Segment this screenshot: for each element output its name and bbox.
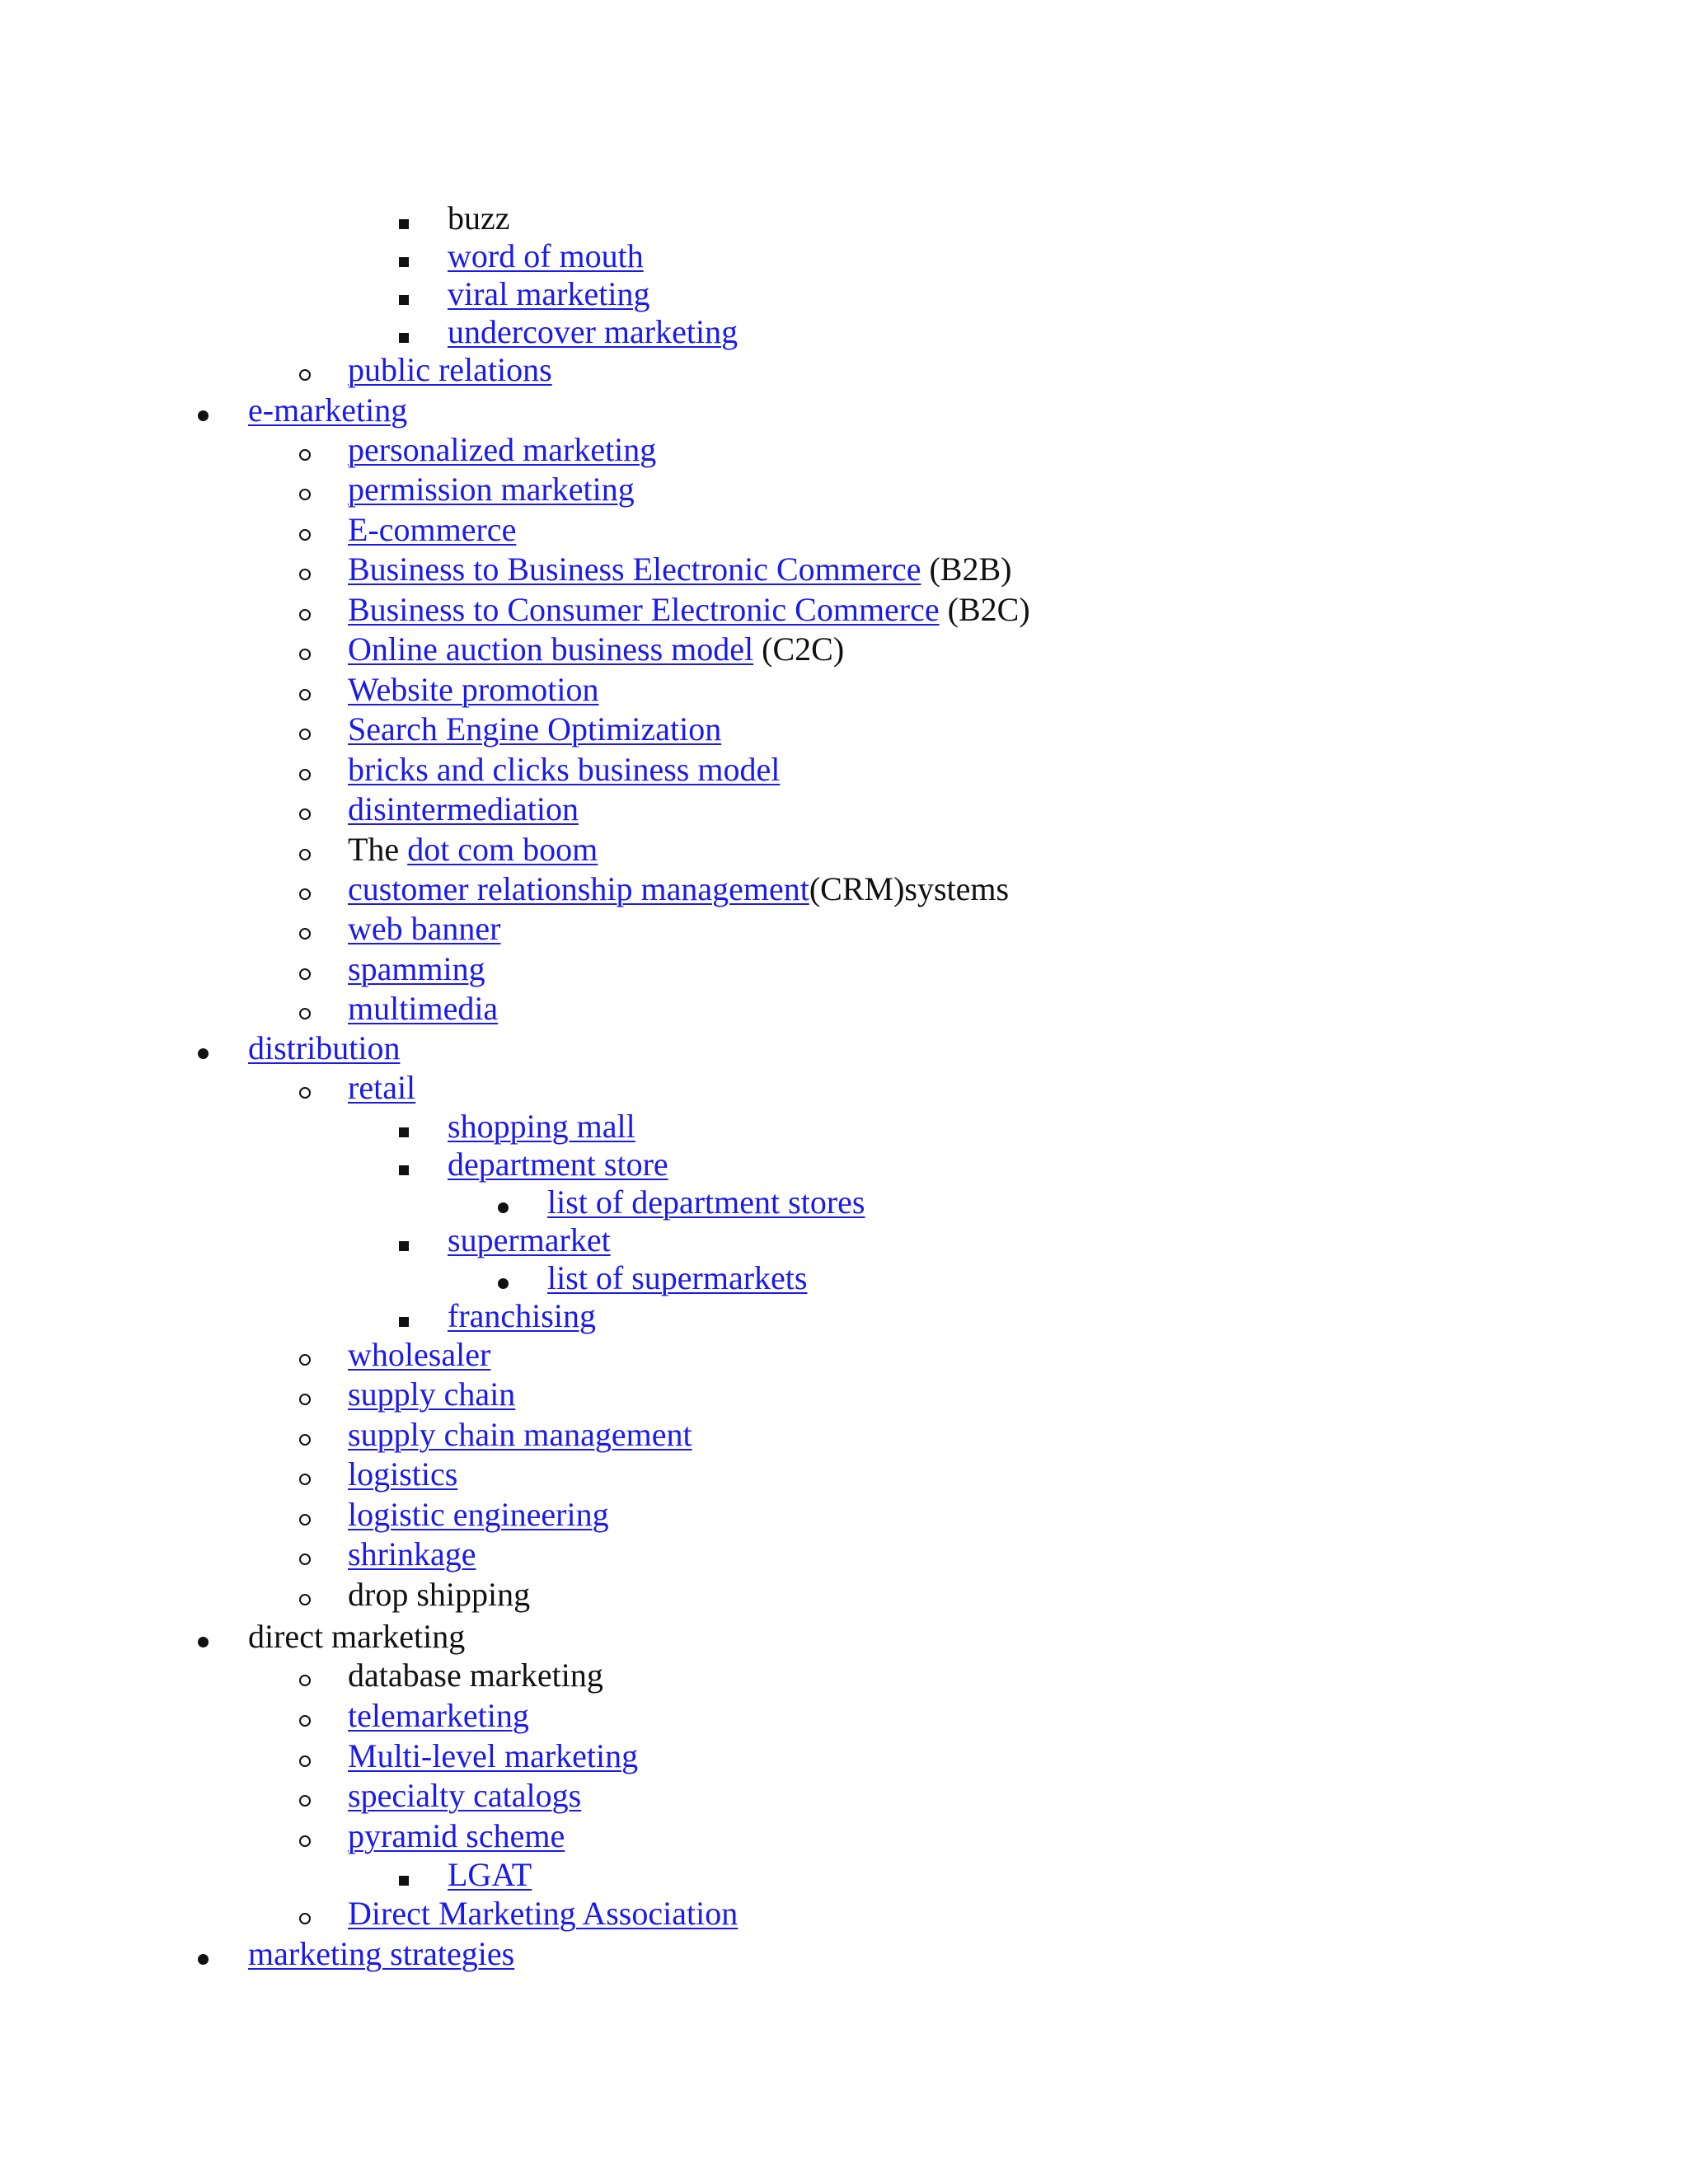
link-distribution[interactable]: distribution xyxy=(248,1029,401,1066)
circle-bullet-icon xyxy=(299,1495,311,1535)
circle-bullet-icon xyxy=(299,1776,311,1816)
circle-bullet-icon xyxy=(299,470,311,509)
link-spamming[interactable]: spamming xyxy=(348,950,485,987)
link-shopping-mall[interactable]: shopping mall xyxy=(448,1108,635,1145)
item-text: direct marketing xyxy=(248,1618,466,1655)
item-prefix: The xyxy=(348,831,408,868)
disc-bullet-icon xyxy=(198,391,209,430)
link-permission-marketing[interactable]: permission marketing xyxy=(348,471,635,508)
square-bullet-icon xyxy=(399,1107,409,1146)
link-lgat[interactable]: LGAT xyxy=(448,1856,532,1893)
link-seo[interactable]: Search Engine Optimization xyxy=(348,710,722,748)
item-text: database marketing xyxy=(348,1657,603,1694)
link-word-of-mouth[interactable]: word of mouth xyxy=(448,237,644,274)
circle-bullet-icon xyxy=(299,1068,311,1108)
link-pyramid-scheme[interactable]: pyramid scheme xyxy=(348,1817,565,1854)
circle-bullet-icon xyxy=(299,830,311,869)
item-text: buzz xyxy=(448,199,510,237)
circle-bullet-icon xyxy=(299,710,311,749)
square-bullet-icon xyxy=(399,274,409,314)
circle-bullet-icon xyxy=(299,350,311,390)
link-specialty-catalogs[interactable]: specialty catalogs xyxy=(348,1777,582,1814)
circle-bullet-icon xyxy=(299,1736,311,1776)
circle-bullet-icon xyxy=(299,1575,311,1615)
circle-bullet-icon xyxy=(299,1335,311,1375)
circle-bullet-icon xyxy=(299,1535,311,1574)
link-e-commerce[interactable]: E-commerce xyxy=(348,511,517,548)
circle-bullet-icon xyxy=(299,1455,311,1494)
link-marketing-strategies[interactable]: marketing strategies xyxy=(248,1935,515,1972)
circle-bullet-icon xyxy=(299,1375,311,1414)
link-dot-com-boom[interactable]: dot com boom xyxy=(407,831,598,868)
link-list-of-supermarkets[interactable]: list of supermarkets xyxy=(547,1259,808,1296)
link-online-auction[interactable]: Online auction business model xyxy=(348,630,754,668)
link-personalized-marketing[interactable]: personalized marketing xyxy=(348,431,657,468)
circle-bullet-icon xyxy=(299,750,311,790)
item-suffix: (C2C) xyxy=(753,630,845,668)
square-bullet-icon xyxy=(399,312,409,352)
circle-bullet-icon xyxy=(299,869,311,909)
circle-bullet-icon xyxy=(299,1816,311,1856)
link-web-banner[interactable]: web banner xyxy=(348,910,501,947)
circle-bullet-icon xyxy=(299,949,311,989)
square-bullet-icon xyxy=(399,1221,409,1260)
link-retail[interactable]: retail xyxy=(348,1069,416,1106)
link-bricks-and-clicks[interactable]: bricks and clicks business model xyxy=(348,751,781,788)
link-supply-chain-management[interactable]: supply chain management xyxy=(348,1416,692,1453)
disc-bullet-icon xyxy=(498,1258,509,1298)
square-bullet-icon xyxy=(399,199,409,238)
circle-bullet-icon xyxy=(299,550,311,589)
link-list-of-department-stores[interactable]: list of department stores xyxy=(547,1183,865,1221)
circle-bullet-icon xyxy=(299,1894,311,1933)
square-bullet-icon xyxy=(399,237,409,276)
circle-bullet-icon xyxy=(299,590,311,630)
disc-bullet-icon xyxy=(498,1183,509,1222)
link-wholesaler[interactable]: wholesaler xyxy=(348,1336,491,1373)
circle-bullet-icon xyxy=(299,1415,311,1455)
disc-bullet-icon xyxy=(198,1029,209,1068)
circle-bullet-icon xyxy=(299,1696,311,1736)
circle-bullet-icon xyxy=(299,1656,311,1695)
link-logistic-engineering[interactable]: logistic engineering xyxy=(348,1496,609,1533)
circle-bullet-icon xyxy=(299,510,311,550)
square-bullet-icon xyxy=(399,1855,409,1895)
link-public-relations[interactable]: public relations xyxy=(348,351,552,388)
circle-bullet-icon xyxy=(299,670,311,710)
link-multi-level-marketing[interactable]: Multi-level marketing xyxy=(348,1737,639,1774)
item-suffix: (CRM)systems xyxy=(809,870,1010,907)
link-direct-marketing-association[interactable]: Direct Marketing Association xyxy=(348,1895,738,1932)
circle-bullet-icon xyxy=(299,909,311,949)
link-b2c-ecommerce[interactable]: Business to Consumer Electronic Commerce xyxy=(348,591,940,628)
link-multimedia[interactable]: multimedia xyxy=(348,990,499,1027)
item-suffix: (B2B) xyxy=(921,551,1012,588)
link-e-marketing[interactable]: e-marketing xyxy=(248,391,408,429)
circle-bullet-icon xyxy=(299,630,311,669)
item-suffix: (B2C) xyxy=(939,591,1030,628)
link-franchising[interactable]: franchising xyxy=(448,1297,596,1334)
circle-bullet-icon xyxy=(299,430,311,470)
square-bullet-icon xyxy=(399,1145,409,1184)
link-shrinkage[interactable]: shrinkage xyxy=(348,1535,476,1572)
link-crm[interactable]: customer relationship management xyxy=(348,870,809,907)
circle-bullet-icon xyxy=(299,790,311,829)
disc-bullet-icon xyxy=(198,1934,209,1974)
link-b2b-ecommerce[interactable]: Business to Business Electronic Commerce xyxy=(348,551,921,588)
square-bullet-icon xyxy=(399,1296,409,1336)
link-disintermediation[interactable]: disintermediation xyxy=(348,790,579,827)
circle-bullet-icon xyxy=(299,989,311,1029)
link-website-promotion[interactable]: Website promotion xyxy=(348,671,599,708)
link-supermarket[interactable]: supermarket xyxy=(448,1221,611,1258)
link-undercover-marketing[interactable]: undercover marketing xyxy=(448,313,738,350)
link-telemarketing[interactable]: telemarketing xyxy=(348,1697,529,1734)
link-department-store[interactable]: department store xyxy=(448,1146,668,1183)
disc-bullet-icon xyxy=(198,1617,209,1657)
link-supply-chain[interactable]: supply chain xyxy=(348,1376,516,1413)
link-viral-marketing[interactable]: viral marketing xyxy=(448,275,650,312)
item-text: drop shipping xyxy=(348,1576,531,1613)
link-logistics[interactable]: logistics xyxy=(348,1455,458,1493)
